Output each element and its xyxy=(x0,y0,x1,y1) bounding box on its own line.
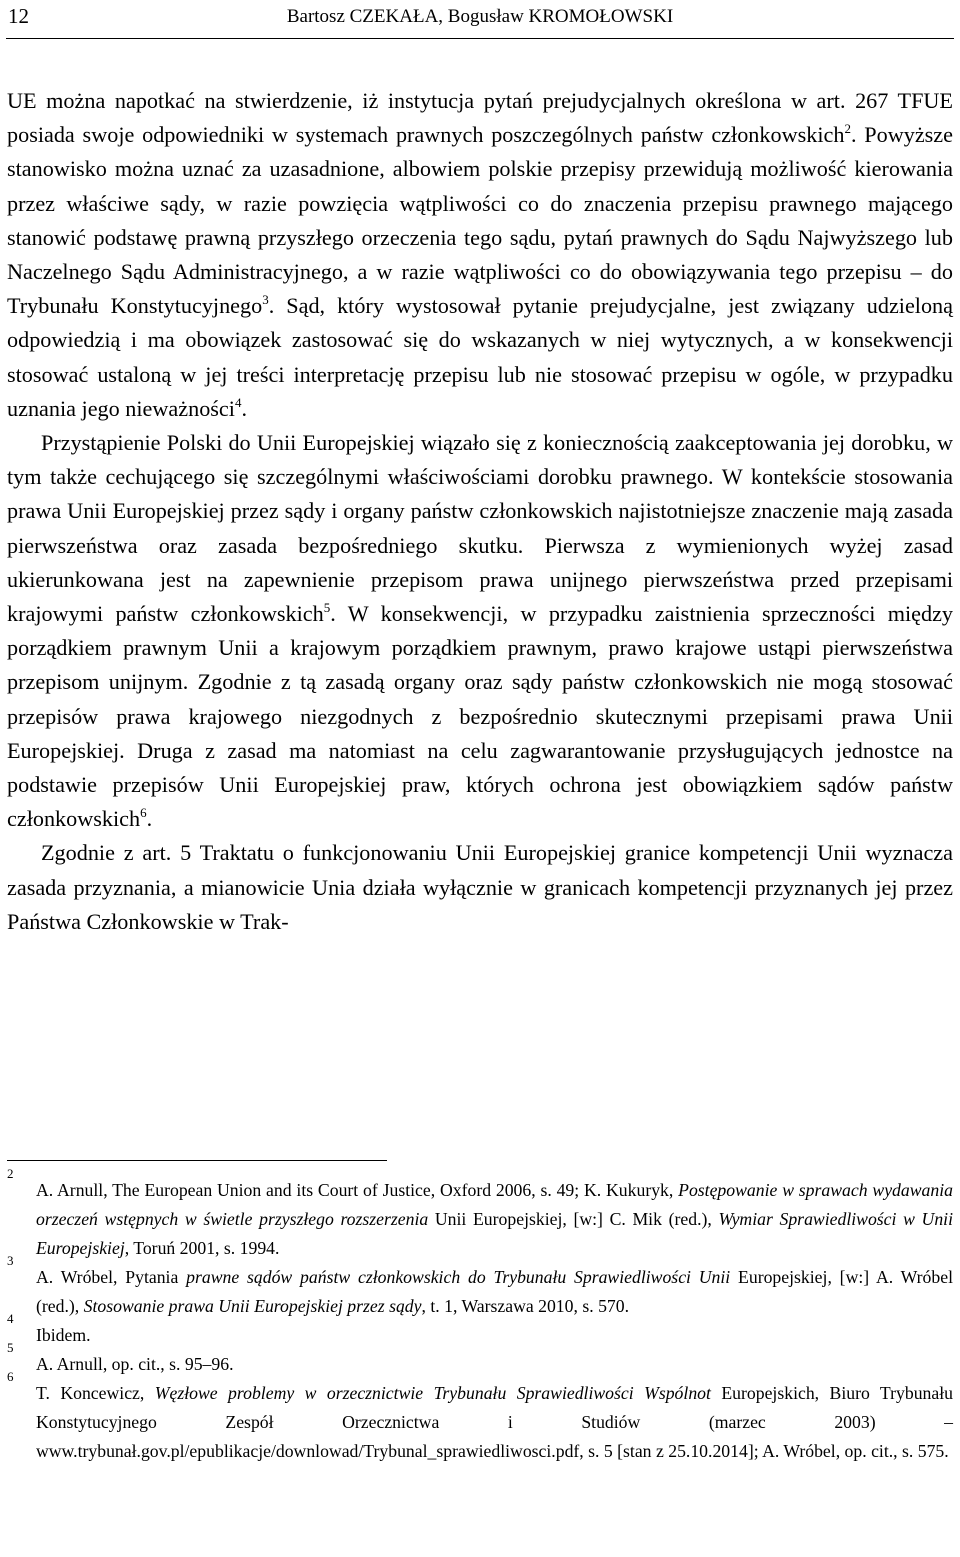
footnote-number: 6 xyxy=(7,1369,14,1384)
footnote-title: Postępowanie w sprawach wydawania orzeczeń wstępnych w świetle przyszłego rozszerzenia xyxy=(36,1180,953,1229)
page-number: 12 xyxy=(8,4,29,28)
page-header xyxy=(6,4,954,39)
footnote-6 xyxy=(7,1369,953,1466)
footnote-ref-4[interactable]: 4 xyxy=(234,394,242,410)
footnote-4 xyxy=(7,1311,953,1350)
footnote-ref-3[interactable]: 3 xyxy=(262,292,269,308)
footnote-text: T. Koncewicz, xyxy=(36,1383,155,1403)
footnote-text: Ibidem. xyxy=(36,1325,91,1345)
footnote-2 xyxy=(7,1166,953,1263)
text-run: UE można napotkać na stwierdzenie, iż instytucja pytań prejudycjalnych określona w art. 267 TFUE posiada swoje odpowiedniki w systemach prawnych poszczególnych państw członkowskich xyxy=(7,88,953,148)
footnote-text: , t. 1, Warszawa 2010, s. 570. xyxy=(421,1296,630,1316)
text-run: . xyxy=(146,806,153,832)
footnotes xyxy=(7,1166,954,1466)
footnote-number: 2 xyxy=(7,1166,14,1181)
footnote-number: 5 xyxy=(7,1340,14,1355)
footnote-ref-5[interactable]: 5 xyxy=(323,600,331,616)
footnote-text: A. Wróbel, Pytania xyxy=(36,1267,187,1287)
footnote-text: Europejskiej, [w:] A. Wróbel (red.), xyxy=(36,1267,954,1316)
paragraph-1 xyxy=(7,84,953,426)
footnote-ref-6[interactable]: 6 xyxy=(140,805,147,821)
footnote-title: Wymiar Sprawiedliwości w Unii Europejskiej xyxy=(36,1209,953,1258)
footnote-text: A. Arnull, The European Union and its Court of Justice, Oxford 2006, s. 49; K. Kukuryk, xyxy=(36,1180,679,1200)
footnote-3 xyxy=(7,1253,954,1321)
text-run: . Sąd, który wystosował pytanie prejudycjalne, jest związany udzieloną odpowiedzią i ma obowiązek zastosować się do wskazanych w niej wytycznych, a w konsekwencji stosować ustaloną w jej treści interpretację przepisu lub nie stosować przepisu w ogóle, w przypadku uznania jego nieważności xyxy=(7,293,953,421)
paragraph-3 xyxy=(7,836,953,939)
footnote-title: Węzłowe problemy w orzecznictwie Trybunału Sprawiedliwości Wspólnot xyxy=(154,1383,711,1403)
text-run: . W konsekwencji, w przypadku zaistnienia sprzeczności między porządkiem prawnym Unii a krajowym porządkiem prawnym, prawo krajowe ustąpi pierwszeństwa przepisom unijnym. Zgodnie z tą zasadą organy oraz sądy państw członkowskich nie mogą stosować przepisów prawa krajowego niezgodnych z bezpośrednio skutecznymi przepisami prawa Unii Europejskiej. Druga z zasad ma natomiast na celu zagwarantowanie przysługujących jednostce na podstawie przepisów Unii Europejskiej praw, których ochrona jest obowiązkiem sądów państw członkowskich xyxy=(7,601,954,832)
footnote-5 xyxy=(7,1340,953,1379)
footnote-text: Unii Europejskiej, [w:] C. Mik (red.), xyxy=(428,1209,719,1229)
footnote-text: , Toruń 2001, s. 1994. xyxy=(124,1238,280,1258)
footnote-number: 3 xyxy=(7,1253,14,1268)
footnote-ref-2[interactable]: 2 xyxy=(844,121,851,137)
footnote-title: prawne sądów państw członkowskich do Trybunału Sprawiedliwości Unii xyxy=(186,1267,731,1287)
text-run: . xyxy=(241,395,247,421)
paragraph-2 xyxy=(7,426,953,836)
main-text xyxy=(7,84,953,939)
footnote-title: Stosowanie prawa Unii Europejskiej przez sądy xyxy=(83,1296,422,1316)
running-head: Bartosz CZEKAŁA, Bogusław KROMOŁOWSKI xyxy=(286,6,674,27)
footnote-separator xyxy=(7,1160,387,1161)
footnote-text: A. Arnull, op. cit., s. 95–96. xyxy=(36,1354,234,1374)
text-run: Zgodnie z art. 5 Traktatu o funkcjonowaniu Unii Europejskiej granice kompetencji Unii wyznacza zasada przyznania, a mianowicie Unia działa wyłącznie w granicach kompetencji przyznanych jej przez Państwa Członkowskie w Trak- xyxy=(7,840,953,934)
footnote-number: 4 xyxy=(7,1311,14,1326)
text-run: Przystąpienie Polski do Unii Europejskiej wiązało się z koniecznością zaakceptowania jej dorobku, w tym także cechującego się szczególnymi właściwościami dorobku prawnego. W kontekście stosowania prawa Unii Europejskiej przez sądy i organy państw członkowskich najistotniejsze znaczenie mają zasada pierwszeństwa oraz zasada bezpośredniego skutku. Pierwsza z wymienionych wyżej zasad ukierunkowana jest na zapewnienie przepisom prawa unijnego pierwszeństwa przed przepisami krajowymi państw członkowskich xyxy=(7,430,953,627)
footnote-text: Europejskich, Biuro Trybunału Konstytucyjnego Zespół Orzecznictwa i Studiów (marzec 2003) – www.trybunał.gov.pl/epublikacje/downlowad/Trybunal_sprawiedliwosci.pdf, s. 5 [stan z 25.10.2014]; A. Wróbel, op. cit., s. 575. xyxy=(36,1383,953,1461)
text-run: . Powyższe stanowisko można uznać za uzasadnione, albowiem polskie przepisy przewidują możliwość kierowania przez właściwe sądy, w razie powzięcia wątpliwości co do znaczenia przepisu prawnego mającego stanowić podstawę prawną przyszłego orzeczenia tego sądu, pytań prawnych do Sądu Najwyższego lub Naczelnego Sądu Administracyjnego, a w razie wątpliwości co do obowiązywania tego przepisu – do Trybunału Konstytucyjnego xyxy=(7,122,953,319)
